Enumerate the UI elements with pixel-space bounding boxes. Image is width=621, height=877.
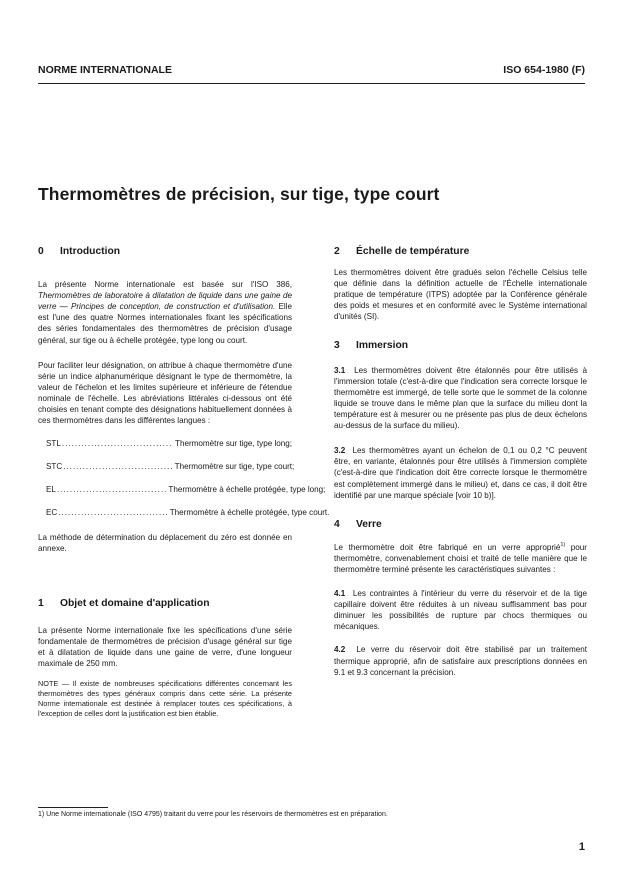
section-4-para-1: Le thermomètre doit être fabriqué en un verre approprié$^{1)}$ pour thermomètre, convenablement choisi et traité de telle manière que le thermomètre terminé présente les caractéristiques suivantes : xyxy=(334,541,588,574)
footnote: 1) Une Norme internationale (ISO 4795) traitant du verre pour les réservoirs de thermomètres est en préparation. xyxy=(38,811,388,818)
right-column xyxy=(334,246,587,678)
header-left: NORME INTERNATIONALE xyxy=(38,64,172,76)
page-number: 1 xyxy=(578,841,585,853)
abbreviation-list xyxy=(38,438,330,530)
section-1-para-1: La présente Norme internationale fixe les spécifications d'une série fondamentale de thermomètres de précision d'usage général sur tige et à dilatation de liquide dans une gaine de verre, d'une longueur maximale de 250 mm. xyxy=(38,625,292,668)
header-right: ISO 654-1980 (F) xyxy=(503,64,585,76)
list-item: EC .................................. Thermomètre à échelle protégée, type court. xyxy=(46,508,330,518)
section-3-heading: 3 Immersion xyxy=(334,339,409,351)
footnote-ref: 1) xyxy=(560,541,566,548)
section-1-note: NOTE — Il existe de nombreuses spécifications différentes concernant les thermomètres des types généraux compris dans cette série. La présente Norme internationale est destinée à remplacer toutes ces spécifications, à l'exception de celles dont la justification est bien établie. xyxy=(38,678,292,718)
section-2-heading: 2 Échelle de température xyxy=(334,246,470,257)
list-item: STC .................................. Thermomètre sur tige, type court; xyxy=(46,462,295,472)
section-2-para-1: Les thermomètres doivent être gradués selon l'échelle Celsius telle que définie dans la définition actuelle de l'Échelle internationale pratique de température (ITPS) adoptée par la Conférence générale des poids et mesures et en conformité avec le Système international d'unités (SI). xyxy=(334,268,587,322)
section-0-heading: 0 Introduction xyxy=(38,246,121,257)
left-column xyxy=(38,246,330,719)
section-4-1-para: 4.1 Les contraintes à l'intérieur du verre du réservoir et de la tige capillaire doivent être réduites à un niveau suffisamment bas pour diminuer les possibilités de rupture par chocs thermiques ou mécaniques. xyxy=(334,589,588,632)
header-rule xyxy=(38,83,585,84)
list-item: STL .................................. Thermomètre sur tige, type long; xyxy=(46,439,292,449)
section-0-para-2: Pour faciliter leur désignation, on attribue à chaque thermomètre d'une série un indice alphanumérique désignant le type de thermomètre, la valeur de l'échelon et les limites supérieure et inférieure de l'étendue nominale de l'échelle. Les abréviations littérales ci-dessous ont été choisies en tenant compte des désignations habituellement données à ces thermomètres dans les différentes langues : xyxy=(38,360,292,426)
section-3-1-para: 3.1 Les thermomètres doivent être étalonnés pour être utilisés à l'immersion totale (c'est-à-dire que l'indication sera correcte lorsque le thermomètre est immergé, de telle sorte que le sommet de la colonne liquide se trouve dans le même plan que la surface du milieu dont la température est à mesurer ou ne présente pas plus de deux échelons au-dessus de la surface du milieu). xyxy=(334,365,587,431)
footnote-rule xyxy=(38,807,108,808)
section-4-2-para: 4.2 Le verre du réservoir doit être stabilisé par un traitement thermique approprié, afin de satisfaire aux prescriptions données en 9.1 et 9.3 concernant la précision. xyxy=(334,645,588,677)
section-0-para-1: La présente Norme internationale est basée sur l'ISO 386, Thermomètres de laboratoire à dilatation de liquide dans une gaine de verre — Principes de conception, de construction et d'utilisation. Elle est l'une des quatre Normes internationales fixant les spécifications des séries fondamentales des thermomètres de précision d'usage général, sur tige ou à échelle protégée, type long ou court. xyxy=(38,280,292,345)
section-3-2-para: 3.2 Les thermomètres ayant un échelon de 0,1 ou 0,2 °C peuvent être, en variante, étalonnés pour être utilisés à l'immersion complète (c'est-à-dire que l'indication doit être correcte lorsque le thermomètre est complètement immergé dans le milieu) et, dans ce cas, il doit être identifié par une marque spéciale [voir 10 b)]. xyxy=(334,446,587,500)
section-0-para-3: La méthode de détermination du déplacement du zéro est donnée en annexe. xyxy=(38,533,292,554)
section-1-heading: 1 Objet et domaine d'application xyxy=(38,598,210,610)
list-item: EL .................................. Thermomètre à échelle protégée, type long; xyxy=(46,485,326,495)
section-4-heading: 4 Verre xyxy=(334,518,382,530)
page-title: Thermomètres de précision, sur tige, type court xyxy=(38,184,440,204)
